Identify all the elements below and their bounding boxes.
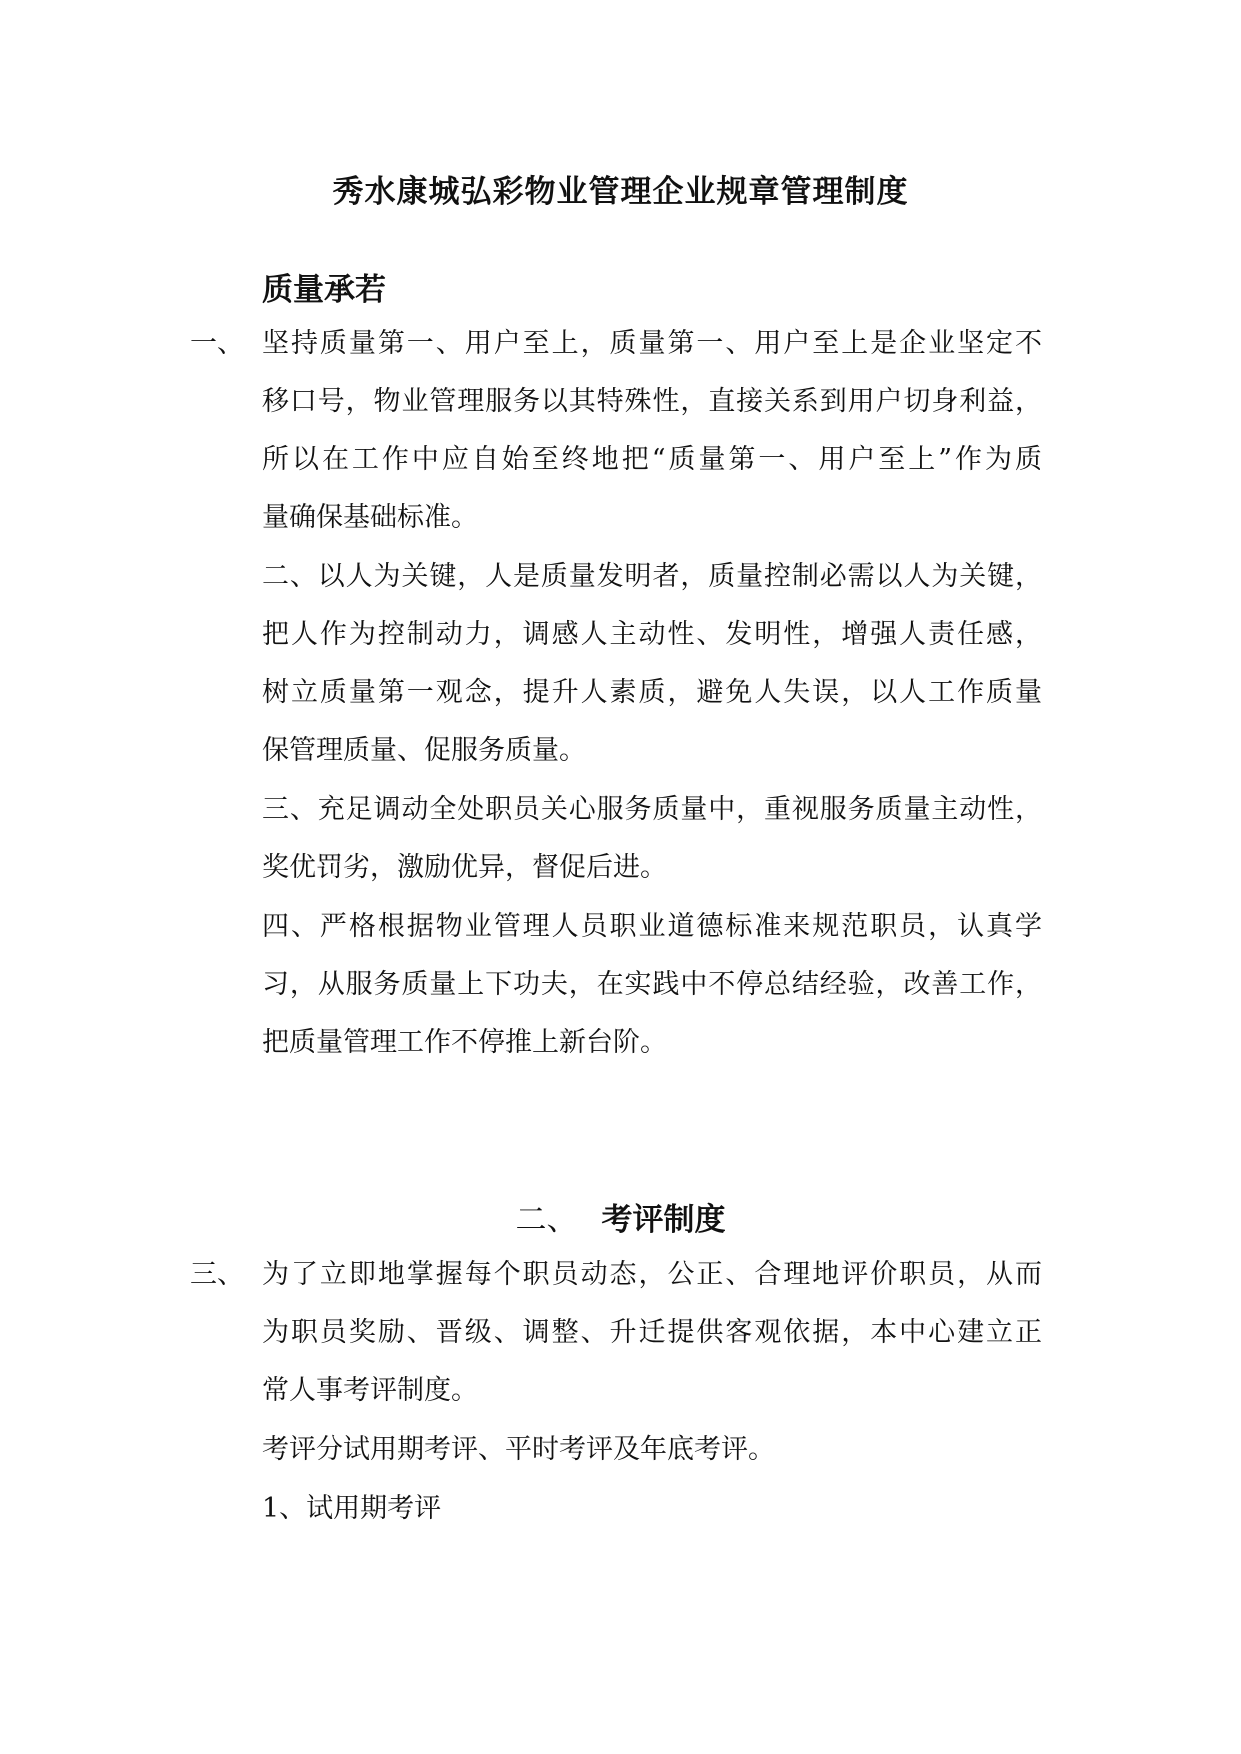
paragraph-line: 量确保基础标准。 [262,502,478,533]
paragraph-line: 三、充足调动全处职员关心服务质量中，重视服务质量主动性， [262,794,1042,825]
paragraph-line: 坚持质量第一、用户至上，质量第一、用户至上是企业坚定不 [262,328,1042,359]
paragraph-line: 所以在工作中应自始至终地把“质量第一、用户至上”作为质 [262,444,1042,475]
paragraph-line: 为了立即地掌握每个职员动态，公正、合理地评价职员，从而 [262,1259,1042,1290]
paragraph-line: 保管理质量、促服务质量。 [262,735,586,766]
paragraph-line: 移口号，物业管理服务以其特殊性，直接关系到用户切身利益， [262,386,1042,417]
section-heading-text: 考评制度 [601,1202,726,1238]
paragraph-line: 树立质量第一观念，提升人素质，避免人失误，以人工作质量 [262,677,1042,708]
document-title: 秀水康城弘彩物业管理企业规章管理制度 [332,174,909,210]
paragraph-line: 奖优罚劣，激励优异，督促后进。 [262,852,667,883]
paragraph-line: 习，从服务质量上下功夫，在实践中不停总结经验，改善工作， [262,969,1042,1000]
paragraph-line: 把人作为控制动力，调感人主动性、发明性，增强人责任感， [262,619,1042,650]
section-heading-evaluation-system [0,1196,1241,1244]
section-heading-quality-commitment: 质量承若 [262,272,386,308]
list-marker-3: 三、 [190,1259,244,1290]
paragraph-line: 二、以人为关键，人是质量发明者，质量控制必需以人为关键， [262,561,1042,592]
paragraph-line: 把质量管理工作不停推上新台阶。 [262,1027,667,1058]
paragraph-line: 为职员奖励、晋级、调整、升迁提供客观依据，本中心建立正 [262,1317,1042,1348]
subsection-heading: 1、试用期考评 [262,1493,442,1524]
section-number: 二、 [515,1202,578,1238]
paragraph-line: 常人事考评制度。 [262,1375,478,1406]
list-marker-1: 一、 [190,328,244,359]
paragraph-line: 四、严格根据物业管理人员职业道德标准来规范职员，认真学 [262,911,1042,942]
paragraph-line: 考评分试用期考评、平时考评及年底考评。 [262,1434,775,1465]
